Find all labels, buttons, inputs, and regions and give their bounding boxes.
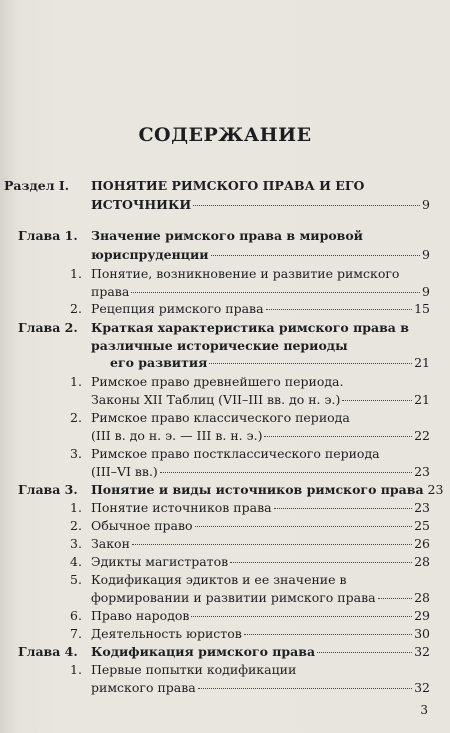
- toc-item: [0, 444, 450, 464]
- toc-dotted-line: [91, 642, 430, 662]
- section-label: Раздел I.: [4, 178, 70, 193]
- item-number: 5.: [70, 572, 82, 587]
- chapter-label: Глава 4.: [18, 644, 78, 659]
- item-title-line-2: (III в. до н. э. — III в. н. э.): [91, 428, 263, 443]
- item-number: 1.: [70, 662, 82, 677]
- item-title-line-2: (III–VI вв.): [91, 464, 158, 479]
- toc-item-cont: [0, 588, 450, 608]
- toc-dotted-line: [91, 498, 430, 518]
- page-number: 23: [414, 464, 430, 479]
- item-title: Право народов: [91, 608, 190, 623]
- item-title: Закон: [91, 536, 130, 551]
- toc-dotted-line: [91, 195, 430, 215]
- section-title-line-1: ПОНЯТИЕ РИМСКОГО ПРАВА И ЕГО: [91, 178, 365, 193]
- toc-entry-section-1: [0, 176, 450, 196]
- toc-dotted-line: [110, 353, 430, 373]
- toc-dotted-line: [91, 552, 430, 572]
- toc-entry-chapter-1-cont: [0, 245, 450, 265]
- toc-item: [0, 624, 450, 644]
- item-number: 2.: [70, 301, 82, 316]
- page-number: 9: [422, 197, 430, 212]
- chapter-title-line-2: различные исторические периоды: [91, 338, 348, 353]
- item-title-line-1: Первые попытки кодификации: [91, 662, 297, 677]
- dot-leader: [274, 508, 413, 509]
- chapter-title: Понятие и виды источников римского права: [91, 482, 424, 497]
- toc-item-cont: [0, 678, 450, 698]
- section-title-line-2: ИСТОЧНИКИ: [91, 197, 192, 212]
- toc-dotted-line: [91, 426, 430, 446]
- page-number: 25: [414, 518, 430, 533]
- item-title-line-1: Римское право древнейшего периода.: [91, 374, 344, 389]
- toc-entry-chapter-2-cont: [0, 353, 450, 373]
- toc-dotted-line: [91, 462, 430, 482]
- dot-leader: [160, 472, 412, 473]
- item-title-line-1: Римское право классического периода: [91, 410, 350, 425]
- dot-leader: [244, 634, 412, 635]
- toc-item: [0, 372, 450, 392]
- toc-entry-chapter-2: [0, 318, 450, 338]
- chapter-label: Глава 1.: [18, 228, 78, 243]
- toc-item: [0, 264, 450, 284]
- chapter-title-line-2: юриспруденции: [91, 247, 209, 262]
- item-title-line-1: Римское право постклассического периода: [91, 446, 380, 461]
- item-number: 4.: [70, 554, 82, 569]
- toc-dotted-line: [91, 678, 430, 698]
- item-title: Понятие источников права: [91, 500, 272, 515]
- item-number: 2.: [70, 410, 82, 425]
- item-title: Эдикты магистратов: [91, 554, 229, 569]
- toc-dotted-line: [91, 516, 430, 536]
- toc-item: [0, 606, 450, 626]
- dot-leader: [195, 526, 413, 527]
- dot-leader: [209, 363, 412, 364]
- toc-dotted-line: [91, 299, 430, 319]
- toc-item: [0, 299, 450, 319]
- page-number: 30: [414, 626, 430, 641]
- toc-entry-chapter-3: [0, 480, 450, 500]
- item-number: 3.: [70, 446, 82, 461]
- page-number: 9: [422, 284, 430, 299]
- toc-item: [0, 498, 450, 518]
- page-number: 22: [414, 428, 430, 443]
- page-number: 28: [414, 590, 430, 605]
- page-number: 32: [414, 680, 430, 695]
- dot-leader: [266, 309, 413, 310]
- item-title: Деятельность юристов: [91, 626, 242, 641]
- item-number: 7.: [70, 626, 82, 641]
- item-number: 2.: [70, 518, 82, 533]
- toc-entry-section-1-cont: [0, 195, 450, 215]
- chapter-title-line-3: его развития: [110, 355, 208, 370]
- item-title-line-1: Понятие, возникновение и развитие римского: [91, 266, 400, 281]
- toc-item-cont: [0, 390, 450, 410]
- chapter-label: Глава 2.: [18, 320, 78, 335]
- item-number: 1.: [70, 500, 82, 515]
- toc-item: [0, 534, 450, 554]
- dot-leader: [211, 255, 421, 256]
- item-title: Обычное право: [91, 518, 193, 533]
- item-title-line-2: римского права: [91, 680, 196, 695]
- chapter-title-line-1: Значение римского права в мировой: [91, 228, 363, 243]
- toc-item: [0, 408, 450, 428]
- page-number: 26: [414, 536, 430, 551]
- toc-dotted-line: [91, 390, 430, 410]
- toc-item: [0, 516, 450, 536]
- dot-leader: [317, 652, 412, 653]
- page-number: 28: [414, 554, 430, 569]
- chapter-label: Глава 3.: [18, 482, 78, 497]
- toc-dotted-line: [91, 606, 430, 626]
- toc-item: [0, 660, 450, 680]
- toc-entry-chapter-4: [0, 642, 450, 662]
- page-title: СОДЕРЖАНИЕ: [138, 124, 312, 146]
- item-title-line-1: Кодификация эдиктов и ее значение в: [91, 572, 347, 587]
- item-title-line-2: права: [91, 284, 130, 299]
- page-number: 15: [414, 301, 430, 316]
- page-folio: 3: [420, 703, 428, 717]
- dot-leader: [131, 292, 420, 293]
- dot-leader: [378, 598, 413, 599]
- item-number: 3.: [70, 536, 82, 551]
- page-number: 21: [414, 355, 430, 370]
- toc-entry-chapter-1: [0, 226, 450, 246]
- toc-dotted-line: [91, 245, 430, 265]
- toc-dotted-line: [91, 624, 430, 644]
- toc-item-cont: [0, 462, 450, 482]
- toc-item-cont: [0, 426, 450, 446]
- chapter-title: Кодификация римского права: [91, 644, 316, 659]
- page-number: 23: [414, 500, 430, 515]
- dot-leader: [230, 562, 412, 563]
- dot-leader: [264, 436, 412, 437]
- page-number: 21: [414, 392, 430, 407]
- dot-leader: [193, 205, 420, 206]
- item-number: 6.: [70, 608, 82, 623]
- dot-leader: [342, 400, 412, 401]
- page-number: 23: [427, 482, 444, 497]
- item-number: 1.: [70, 374, 82, 389]
- item-title: Рецепция римского права: [91, 301, 264, 316]
- toc-dotted-line: [91, 480, 444, 500]
- dot-leader: [132, 544, 412, 545]
- toc-dotted-line: [91, 534, 430, 554]
- page-number: 32: [414, 644, 430, 659]
- item-title-line-2: формировании и развитии римского права: [91, 590, 376, 605]
- chapter-title-line-1: Краткая характеристика римского права в: [91, 320, 409, 335]
- page-number: 9: [422, 247, 430, 262]
- toc-item: [0, 570, 450, 590]
- toc-item: [0, 552, 450, 572]
- item-title-line-2: Законы XII Таблиц (VII–III вв. до н. э.): [91, 392, 341, 407]
- dot-leader: [198, 688, 412, 689]
- dot-leader: [191, 616, 412, 617]
- page-number: 29: [414, 608, 430, 623]
- item-number: 1.: [70, 266, 82, 281]
- toc-dotted-line: [91, 588, 430, 608]
